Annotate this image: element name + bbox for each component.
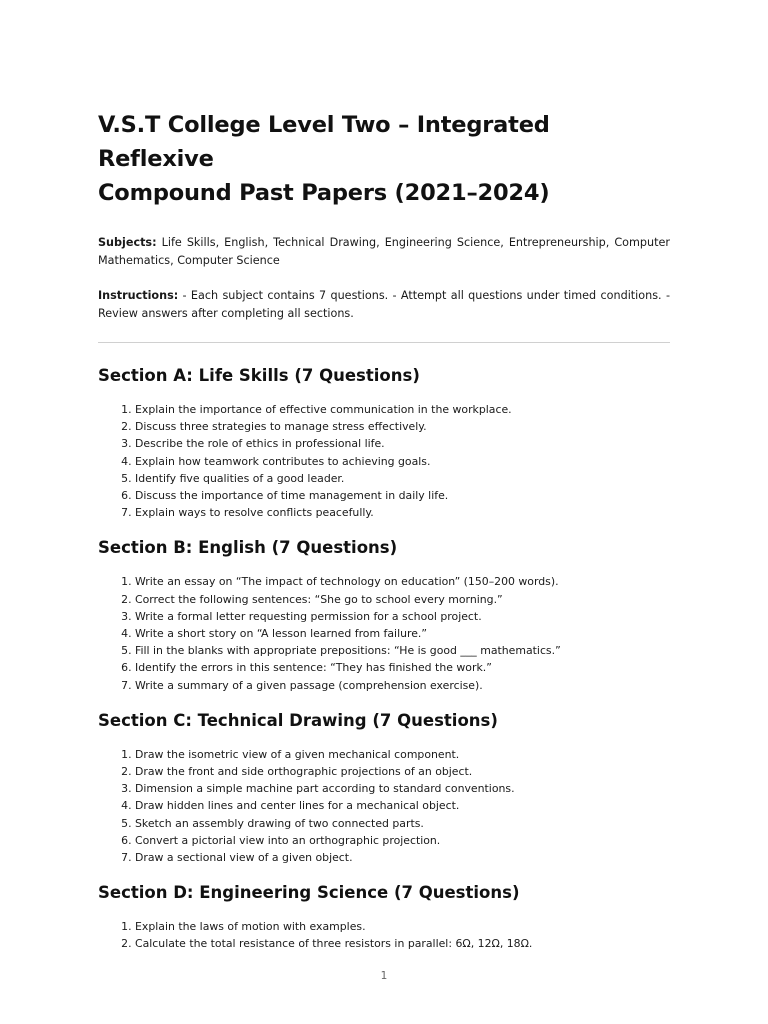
- subjects-label: Subjects:: [98, 236, 157, 249]
- page-number: 1: [380, 970, 388, 982]
- section-heading: Section C: Technical Drawing (7 Questions): [98, 710, 498, 730]
- subjects-paragraph: [98, 234, 670, 270]
- question-item: 2. Discuss three strategies to manage stress effectively.: [135, 418, 670, 435]
- section-heading: Section A: Life Skills (7 Questions): [98, 366, 420, 385]
- instructions-text: - Each subject contains 7 questions. - Attempt all questions under timed conditions. - Review answers after completing all sections.: [98, 289, 670, 320]
- document-page: [98, 108, 670, 953]
- question-item: 3. Describe the role of ethics in professional life.: [135, 435, 670, 452]
- title-line-2: Compound Past Papers (2021–2024): [98, 180, 550, 206]
- question-item: 7. Write a summary of a given passage (comprehension exercise).: [135, 677, 670, 694]
- document-title: [98, 108, 670, 210]
- instructions-paragraph: [98, 287, 670, 323]
- question-list: [98, 918, 670, 952]
- divider: [98, 342, 670, 343]
- section-english: [98, 537, 670, 693]
- question-item: 4. Write a short story on “A lesson learned from failure.”: [135, 625, 670, 642]
- section-heading: Section D: Engineering Science (7 Questions): [98, 883, 520, 903]
- section-heading: Section B: English (7 Questions): [98, 538, 398, 558]
- question-item: 5. Fill in the blanks with appropriate prepositions: “He is good ___ mathematics.”: [135, 642, 670, 659]
- section-technical-drawing: [98, 710, 670, 866]
- question-item: 2. Draw the front and side orthographic projections of an object.: [135, 763, 670, 780]
- question-item: 6. Discuss the importance of time management in daily life.: [135, 487, 670, 504]
- question-item: 4. Draw hidden lines and center lines for a mechanical object.: [135, 797, 670, 814]
- question-item: 2. Calculate the total resistance of three resistors in parallel: 6Ω, 12Ω, 18Ω.: [135, 935, 670, 952]
- instructions-label: Instructions:: [98, 289, 179, 302]
- question-list: [98, 401, 670, 521]
- question-item: 7. Explain ways to resolve conflicts peacefully.: [135, 504, 670, 521]
- title-line-1: V.S.T College Level Two – Integrated Reflexive: [98, 112, 550, 172]
- question-item: 3. Write a formal letter requesting permission for a school project.: [135, 608, 670, 625]
- question-item: 1. Draw the isometric view of a given mechanical component.: [135, 746, 670, 763]
- question-item: 6. Identify the errors in this sentence: “They has finished the work.”: [135, 659, 670, 676]
- question-item: 5. Identify five qualities of a good leader.: [135, 470, 670, 487]
- subjects-text: Life Skills, English, Technical Drawing, Engineering Science, Entrepreneurship, Computer Mathematics, Computer Science: [98, 236, 670, 267]
- question-item: 6. Convert a pictorial view into an orthographic projection.: [135, 832, 670, 849]
- question-item: 1. Explain the importance of effective communication in the workplace.: [135, 401, 670, 418]
- question-item: 2. Correct the following sentences: “She go to school every morning.”: [135, 591, 670, 608]
- question-item: 1. Explain the laws of motion with examples.: [135, 918, 670, 935]
- question-item: 3. Dimension a simple machine part according to standard conventions.: [135, 780, 670, 797]
- section-engineering-science: [98, 882, 670, 952]
- question-item: 4. Explain how teamwork contributes to achieving goals.: [135, 453, 670, 470]
- section-life-skills: [98, 365, 670, 521]
- question-list: [98, 746, 670, 866]
- question-item: 7. Draw a sectional view of a given object.: [135, 849, 670, 866]
- question-list: [98, 573, 670, 693]
- question-item: 1. Write an essay on “The impact of technology on education” (150–200 words).: [135, 573, 670, 590]
- question-item: 5. Sketch an assembly drawing of two connected parts.: [135, 815, 670, 832]
